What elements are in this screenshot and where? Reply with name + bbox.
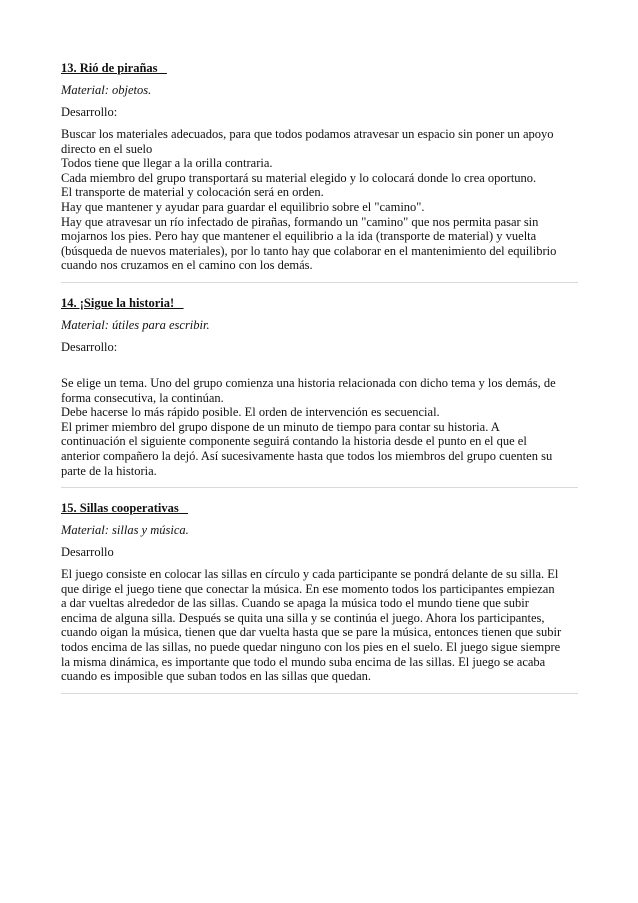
body-line: Cada miembro del grupo transportará su material elegido y lo colocará donde lo crea oportuno. [61,170,537,185]
blank-line [61,362,578,376]
body-line: Todos tiene que llegar a la orilla contraria. [61,156,273,171]
body-line: todos encima de las sillas, no puede quedar ninguno con los pies en el suelo. El juego sigue siempre [61,640,561,655]
section-title: 13. Rió de pirañas [61,61,167,75]
body-line: continuación el siguiente componente seguirá contando la historia desde el punto en el que el [61,434,527,449]
body-line: cuando nos cruzamos en el camino con los demás. [61,258,313,273]
body-line: Se elige un tema. Uno del grupo comienza una historia relacionada con dicho tema y los demás, de [61,375,556,390]
section-body [61,567,578,684]
body-line: Hay que atravesar un río infectado de pirañas, formando un "camino" que nos permita pasar sin [61,214,539,229]
body-line: El transporte de material y colocación será en orden. [61,185,324,200]
body-line: cuando es imposible que suban todos en las sillas que quedan. [61,669,372,684]
body-line: mojarnos los pies. Pero hay que mantener el equilibrio a la ida (transporte de material) y vuelta [61,229,537,244]
body-line: a dar vueltas alrededor de las sillas. Cuando se apaga la música todo el mundo tiene que subir [61,596,529,611]
body-line: (búsqueda de nuevos materiales), por lo tanto hay que colaborar en el mantenimiento del equilibrio [61,243,557,258]
body-line: parte de la historia. [61,463,157,478]
body-line: anterior compañero la dejó. Así sucesivamente hasta que todos los miembros del grupo cuenten su [61,448,553,463]
section-title: 14. ¡Sigue la historia! [61,295,184,310]
section-sillas-cooperativas [61,501,578,694]
body-line: Buscar los materiales adecuados, para que todos podamos atravesar un espacio sin poner un apoyo [61,127,554,141]
section-body [61,127,578,273]
document-page [61,55,578,707]
section-material: Material: objetos. [61,83,152,97]
body-line: cuando oigan la música, tienen que dar vuelta hasta que se pare la música, entonces tienen que subir [61,625,562,640]
section-material: Material: sillas y música. [61,523,189,538]
body-line: Debe hacerse lo más rápido posible. El orden de intervención es secuencial. [61,405,440,420]
body-line: forma consecutiva, la continúan. [61,390,224,405]
section-material: Material: útiles para escribir. [61,317,210,332]
body-line: El primer miembro del grupo dispone de un minuto de tiempo para contar su historia. A [61,419,500,434]
section-body [61,376,578,478]
section-development-label: Desarrollo [61,545,114,560]
body-line: que dirige el juego tiene que conectar la música. En ese momento todos los participantes empiezan [61,581,555,596]
body-line: la misma dinámica, es importante que todo el mundo suba encima de las sillas. El juego se acaba [61,654,546,669]
section-development-label: Desarrollo: [61,105,118,119]
body-line: directo en el suelo [61,141,153,156]
body-line: El juego consiste en colocar las sillas en círculo y cada participante se pondrá delante de su silla. El [61,567,559,582]
section-title: 15. Sillas cooperativas [61,501,189,516]
section-sigue-la-historia [61,296,578,488]
section-development-label: Desarrollo: [61,339,118,354]
section-rio-de-piranas [61,61,578,283]
body-line: Hay que mantener y ayudar para guardar el equilibrio sobre el "camino". [61,199,425,214]
body-line: encima de alguna silla. Después se quita una silla y se continúa el juego. Ahora los participantes, [61,610,545,625]
